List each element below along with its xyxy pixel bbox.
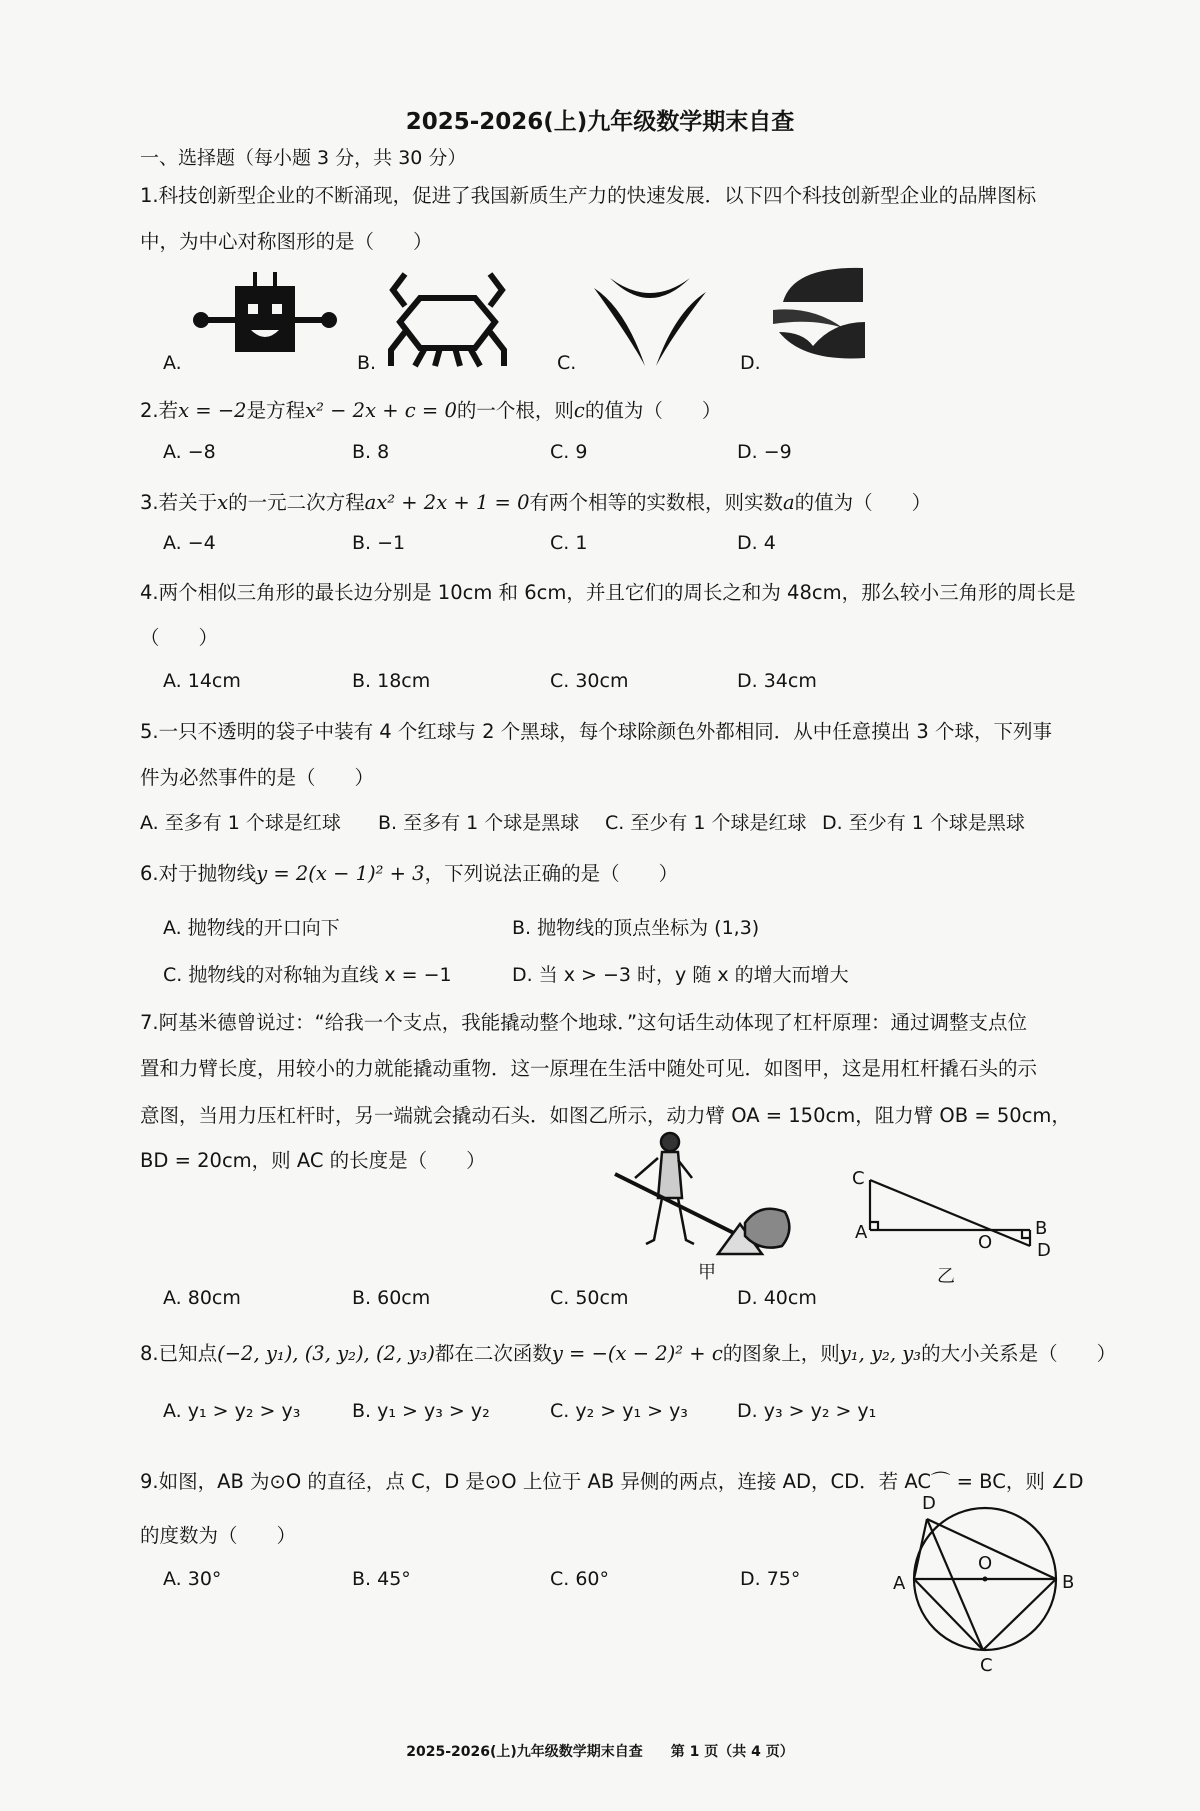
point-o-label: O	[978, 1232, 993, 1253]
triangle-logo-icon	[590, 268, 710, 368]
q5-line2: 件为必然事件的是（ ）	[140, 766, 375, 789]
q3-text-c: 有两个相等的实数根，则实数	[529, 491, 784, 514]
section-heading: 一、选择题（每小题 3 分，共 30 分）	[140, 147, 467, 169]
q3-text-b: 的一元二次方程	[228, 491, 365, 514]
q3-text-a: 3.若关于	[140, 491, 218, 514]
q9-option-d: D. 75°	[740, 1568, 801, 1590]
swirl-logo-icon	[773, 262, 873, 366]
q8-text-b: 都在二次函数	[434, 1342, 552, 1365]
point-a-label: A	[855, 1222, 868, 1243]
q4-option-d: D. 34cm	[737, 670, 817, 692]
q4-line2: （ ）	[140, 626, 219, 649]
q5-option-d: D. 至少有 1 个球是黑球	[822, 812, 1025, 834]
circle-point-b-label: B	[1062, 1572, 1075, 1593]
q7-line3: 意图，当用力压杠杆时，另一端就会撬动石头．如图乙所示，动力臂 OA = 150cm，阻力臂 OB = 50cm，	[140, 1104, 1071, 1127]
q1-option-b: B.	[357, 352, 377, 374]
q2-option-a: A. −8	[163, 441, 216, 463]
q9-option-b: B. 45°	[352, 1568, 411, 1590]
q2-text-c: 的一个根，则	[456, 399, 574, 422]
q2-option-c: C. 9	[550, 441, 588, 463]
q5-option-a: A. 至多有 1 个球是红球	[140, 812, 341, 834]
circle-point-o-label: O	[978, 1553, 993, 1574]
q9-option-c: C. 60°	[550, 1568, 610, 1590]
crab-logo-icon	[385, 270, 510, 368]
q1-line1: 1.科技创新型企业的不断涌现，促进了我国新质生产力的快速发展．以下四个科技创新型企业的品牌图标	[140, 184, 1037, 207]
lever-triangle-diagram	[848, 1172, 1048, 1252]
q7-line1: 7.阿基米德曾说过：“给我一个支点，我能撬动整个地球．”这句话生动体现了杠杆原理：通过调整支点位	[140, 1011, 1028, 1034]
q2-math-root: x = −2	[178, 399, 247, 422]
circle-point-d-label: D	[922, 1493, 936, 1514]
q8-text-c: 的图象上，则	[722, 1342, 840, 1365]
q3-option-a: A. −4	[163, 532, 216, 554]
q2-math-c: c	[573, 399, 585, 422]
q3-option-b: B. −1	[352, 532, 406, 554]
q2-text-b: 是方程	[246, 399, 306, 422]
q3-math-equation: ax² + 2x + 1 = 0	[364, 491, 530, 514]
q3-math-a: a	[783, 491, 795, 514]
q2-stem	[140, 395, 721, 423]
q6-option-c: C. 抛物线的对称轴为直线 x = −1	[163, 964, 452, 986]
q6-option-b: B. 抛物线的顶点坐标为 (1,3)	[512, 917, 760, 939]
q8-math-function: y = −(x − 2)² + c	[551, 1342, 723, 1365]
q2-option-b: B. 8	[352, 441, 390, 463]
q3-stem	[140, 487, 931, 515]
q9-line2: 的度数为（ ）	[140, 1524, 297, 1547]
q4-option-c: C. 30cm	[550, 670, 629, 692]
robot-logo-icon	[195, 268, 335, 368]
q6-text-b: ，下列说法正确的是（ ）	[424, 862, 679, 885]
q3-option-d: D. 4	[737, 532, 776, 554]
q2-text-a: 2.若	[140, 399, 179, 422]
figure-jia-label: 甲	[698, 1262, 716, 1283]
q7-option-b: B. 60cm	[352, 1287, 431, 1309]
q3-option-c: C. 1	[550, 532, 588, 554]
point-b-label: B	[1035, 1218, 1048, 1239]
q7-option-c: C. 50cm	[550, 1287, 629, 1309]
lever-person-figure	[610, 1128, 795, 1263]
q2-text-d: 的值为（ ）	[584, 399, 722, 422]
point-d-label: D	[1037, 1240, 1051, 1261]
q6-stem	[140, 858, 678, 886]
q5-option-b: B. 至多有 1 个球是黑球	[378, 812, 580, 834]
q1-option-a: A.	[163, 352, 182, 374]
q4-line1: 4.两个相似三角形的最长边分别是 10cm 和 6cm，并且它们的周长之和为 48cm，那么较小三角形的周长是	[140, 581, 1076, 604]
circle-point-a-label: A	[893, 1573, 906, 1594]
point-c-label: C	[852, 1168, 865, 1189]
q5-option-c: C. 至少有 1 个球是红球	[605, 812, 807, 834]
q4-option-b: B. 18cm	[352, 670, 431, 692]
q8-option-d: D. y₃ > y₂ > y₁	[737, 1400, 877, 1422]
page-footer: 2025-2026(上)九年级数学期末自查 第 1 页（共 4 页）	[406, 1744, 794, 1760]
q6-option-d: D. 当 x > −3 时，y 随 x 的增大而增大	[512, 964, 849, 986]
q6-text-a: 6.对于抛物线	[140, 862, 257, 885]
q1-option-d: D.	[740, 352, 761, 374]
q3-math-x: x	[217, 491, 229, 514]
q7-option-d: D. 40cm	[737, 1287, 817, 1309]
q7-line2: 置和力臂长度，用较小的力就能撬动重物．这一原理在生活中随处可见．如图甲，这是用杠杆撬石头的示	[140, 1057, 1038, 1080]
q8-stem	[140, 1338, 1116, 1366]
q8-option-c: C. y₂ > y₁ > y₃	[550, 1400, 688, 1422]
q9-line1: 9.如图，AB 为⊙O 的直径，点 C，D 是⊙O 上位于 AB 异侧的两点，连接 AD，CD．若 AC⌒ = BC，则 ∠D	[140, 1470, 1084, 1493]
q3-text-d: 的值为（ ）	[794, 491, 932, 514]
q8-text-a: 8.已知点	[140, 1342, 218, 1365]
q5-line1: 5.一只不透明的袋子中装有 4 个红球与 2 个黑球，每个球除颜色外都相同．从中任意摸出 3 个球，下列事	[140, 720, 1053, 743]
q2-math-equation: x² − 2x + c = 0	[305, 399, 457, 422]
q2-option-d: D. −9	[737, 441, 792, 463]
page-title: 2025-2026(上)九年级数学期末自查	[405, 109, 795, 135]
circle-diagram	[905, 1497, 1065, 1662]
q1-option-c: C.	[557, 352, 577, 374]
circle-point-c-label: C	[980, 1655, 993, 1676]
q8-text-d: 的大小关系是（ ）	[921, 1342, 1117, 1365]
q9-option-a: A. 30°	[163, 1568, 222, 1590]
q8-math-ys: y₁, y₂, y₃	[839, 1342, 922, 1365]
q4-option-a: A. 14cm	[163, 670, 241, 692]
figure-yi-label: 乙	[937, 1266, 955, 1287]
q7-line4: BD = 20cm，则 AC 的长度是（ ）	[140, 1149, 486, 1172]
q8-option-a: A. y₁ > y₂ > y₃	[163, 1400, 301, 1422]
q6-math-parabola: y = 2(x − 1)² + 3	[256, 862, 425, 885]
q8-option-b: B. y₁ > y₃ > y₂	[352, 1400, 490, 1422]
q1-line2: 中，为中心对称图形的是（ ）	[140, 230, 433, 253]
q8-math-points: (−2, y₁), (3, y₂), (2, y₃)	[217, 1342, 435, 1365]
q7-option-a: A. 80cm	[163, 1287, 241, 1309]
q6-option-a: A. 抛物线的开口向下	[163, 917, 340, 939]
